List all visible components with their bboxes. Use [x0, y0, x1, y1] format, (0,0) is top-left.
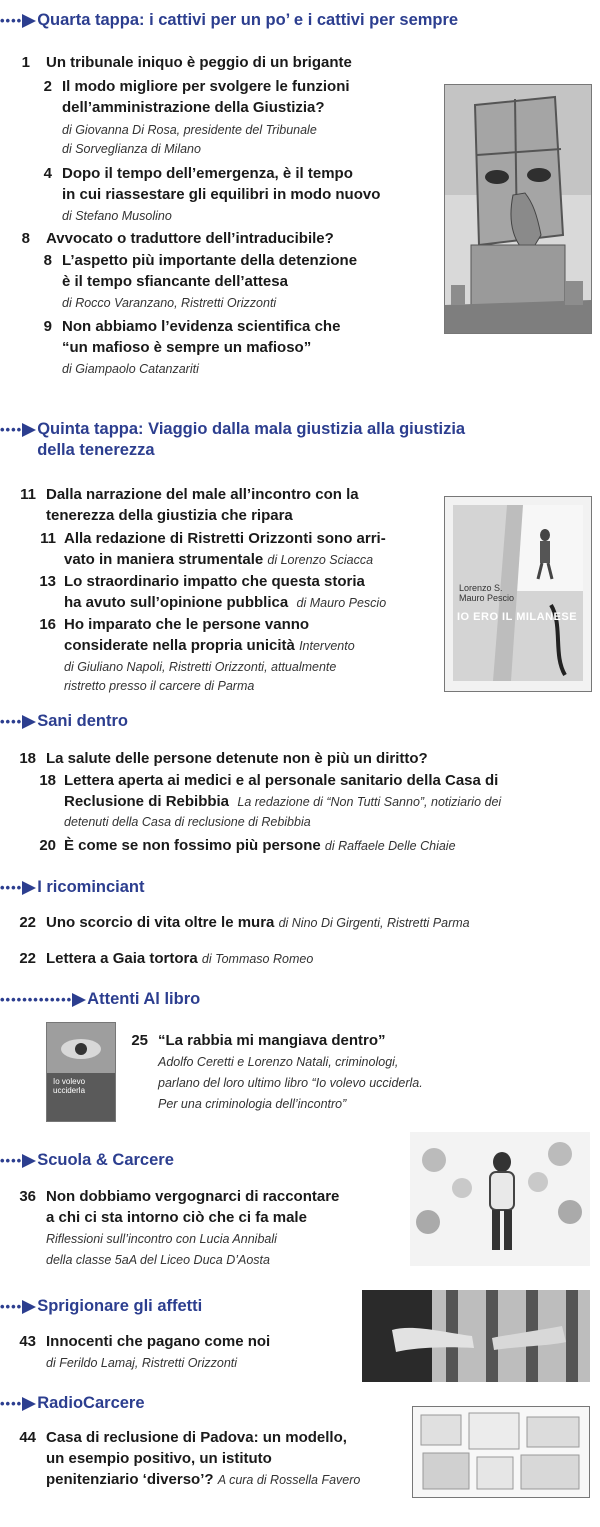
entry-title: Dalla narrazione del male all’incontro con la	[46, 486, 359, 503]
page-number: 2	[43, 78, 52, 95]
entry-title: un esempio positivo, un istituto	[46, 1450, 272, 1467]
arrow-icon	[22, 715, 36, 729]
dots-decoration: ••••	[0, 880, 23, 895]
entry-author: ristretto presso il carcere di Parma	[64, 679, 255, 693]
entry-title	[64, 791, 501, 813]
arrow-icon	[22, 1154, 36, 1168]
section-header-ricomincianti	[0, 877, 145, 899]
entry-author: Per una criminologia dell’incontro”	[158, 1097, 347, 1111]
page-number: 22	[19, 950, 36, 967]
dots-decoration: ••••	[0, 1299, 23, 1314]
arrow-icon	[72, 993, 86, 1007]
section-header-quarta	[0, 10, 458, 32]
section-title: Attenti Al libro	[87, 990, 201, 1008]
section-header-sani	[0, 711, 128, 733]
entry-title: Un tribunale iniquo è peggio di un brigante	[46, 54, 352, 71]
entry-author: di Raffaele Delle Chiaie	[324, 839, 456, 853]
dots-decoration: ••••	[0, 422, 23, 437]
section-title: Sani dentro	[37, 712, 128, 730]
page-number: 18	[19, 750, 36, 767]
section-header-quinta	[0, 419, 465, 461]
page-number: 8	[21, 230, 30, 247]
face-eye-graphic	[47, 1023, 115, 1121]
entry-title: Dopo il tempo dell’emergenza, è il tempo	[62, 165, 353, 182]
entry-author: A cura di Rossella Favero	[217, 1473, 361, 1487]
dots-decoration: ••••	[0, 1396, 23, 1411]
entry-title: L’aspetto più importante della detenzione	[62, 252, 358, 269]
entry-title: Casa di reclusione di Padova: un modello,	[46, 1429, 347, 1446]
entry-title: Alla redazione di Ristretti Orizzonti sono arri-	[64, 530, 386, 547]
entry-author: di Mauro Pescio	[296, 596, 387, 610]
arrow-icon	[22, 14, 36, 28]
book-title: IO ERO IL MILANESE	[457, 611, 578, 623]
entry-author: di Giovanna Di Rosa, presidente del Tribunale	[62, 123, 317, 137]
documents-image	[412, 1406, 590, 1498]
entry-title: dell’amministrazione della Giustizia?	[62, 99, 325, 116]
face-illustration-image	[444, 84, 592, 334]
entry-title-text: Lettera a Gaia tortora	[46, 950, 198, 967]
entry-author: di Ferildo Lamaj, Ristretti Orizzonti	[46, 1356, 238, 1370]
entry-author: detenuti della Casa di reclusione di Rebibbia	[64, 815, 311, 829]
page-number: 25	[131, 1032, 148, 1049]
book-cover-volevo-ucciderla	[46, 1022, 116, 1122]
entry-title	[64, 635, 355, 657]
entry-author: di Sorveglianza di Milano	[62, 142, 201, 156]
entry-title: Avvocato o traduttore dell’intraducibile?	[46, 230, 334, 247]
arrow-icon	[22, 1300, 36, 1314]
prison-bars-image	[362, 1290, 590, 1382]
page-number: 13	[39, 573, 56, 590]
section-title: Scuola & Carcere	[37, 1151, 174, 1169]
entry-title-text: considerate nella propria unicità	[64, 637, 295, 654]
entry-title	[46, 912, 470, 934]
entry-title	[64, 592, 386, 614]
arrow-icon	[22, 1397, 36, 1411]
entry-title: Non dobbiamo vergognarci di raccontare	[46, 1188, 340, 1205]
arrow-icon	[22, 423, 36, 437]
entry-title	[46, 1469, 360, 1491]
entry-title: “La rabbia mi mangiava dentro”	[158, 1032, 386, 1049]
book-cover-art	[453, 505, 583, 681]
entry-title-text: penitenziario ‘diverso’?	[46, 1471, 214, 1488]
dots-decoration: ••••	[0, 13, 23, 28]
page-number: 16	[39, 616, 56, 633]
entry-author: Riflessioni sull’incontro con Lucia Annibali	[46, 1232, 277, 1246]
page-number: 20	[39, 837, 56, 854]
section-title: Quinta tappa: Viaggio dalla mala giustizia alla giustizia	[37, 420, 466, 438]
entry-title-text: Uno scorcio di vita oltre le mura	[46, 914, 275, 931]
entry-title: La salute delle persone detenute non è più un diritto?	[46, 750, 428, 767]
entry-author: La redazione di “Non Tutti Sanno”, notiziario dei	[237, 795, 502, 809]
dots-decoration: ••••	[0, 1153, 23, 1168]
entry-title: Lo straordinario impatto che questa storia	[64, 573, 365, 590]
entry-title-text: vato in maniera strumentale	[64, 551, 264, 568]
entry-title: Innocenti che pagano come noi	[46, 1333, 271, 1350]
entry-author: di Tommaso Romeo	[201, 952, 314, 966]
book-title: Io volevo ucciderla	[53, 1077, 86, 1095]
page-number: 8	[43, 252, 52, 269]
dots-decoration: ••••	[0, 714, 23, 729]
section-title: della tenerezza	[37, 441, 155, 459]
book-author: Lorenzo S. Mauro Pescio	[459, 583, 515, 603]
page-number: 4	[43, 165, 52, 182]
entry-author: di Giampaolo Catanzariti	[62, 362, 199, 376]
page-number: 11	[20, 486, 36, 503]
entry-author: Adolfo Ceretti e Lorenzo Natali, criminologi,	[158, 1055, 399, 1069]
entry-title: è il tempo sfiancante dell’attesa	[62, 273, 288, 290]
entry-title: Non abbiamo l’evidenza scientifica che	[62, 318, 341, 335]
section-title: Sprigionare gli affetti	[37, 1297, 203, 1315]
section-header-scuola	[0, 1150, 174, 1172]
section-header-sprigionare	[0, 1296, 202, 1318]
entry-title: in cui riassestare gli equilibri in modo nuovo	[62, 186, 381, 203]
entry-author: di Lorenzo Sciacca	[267, 553, 374, 567]
entry-title: a chi ci sta intorno ciò che ci fa male	[46, 1209, 307, 1226]
entry-author: di Nino Di Girgenti, Ristretti Parma	[278, 916, 470, 930]
entry-title	[46, 948, 313, 970]
entry-author: Intervento	[299, 639, 355, 653]
book-cover-milanese	[444, 496, 592, 692]
entry-title: “un mafioso è sempre un mafioso”	[62, 339, 312, 356]
entry-title-text: Reclusione di Rebibbia	[64, 793, 230, 810]
section-header-radio	[0, 1393, 145, 1415]
entry-author: parlano del loro ultimo libro “Io volevo ucciderla.	[158, 1076, 423, 1090]
section-title: RadioCarcere	[37, 1394, 145, 1412]
dots-decoration: •••••••••••••	[0, 992, 73, 1007]
entry-title-text: ha avuto sull’opinione pubblica	[64, 594, 289, 611]
entry-title-text: È come se non fossimo più persone	[64, 837, 321, 854]
entry-title: Lettera aperta ai medici e al personale sanitario della Casa di	[64, 772, 499, 789]
section-title: Quarta tappa: i cattivi per un po’ e i cattivi per sempre	[37, 11, 459, 29]
section-header-attenti	[0, 989, 200, 1011]
entry-title	[64, 549, 373, 571]
crowd-illustration-image	[410, 1132, 590, 1266]
page-number: 22	[19, 914, 36, 931]
entry-title: Ho imparato che le persone vanno	[64, 616, 310, 633]
section-title: I ricominciant	[37, 878, 145, 896]
entry-title: tenerezza della giustizia che ripara	[46, 507, 293, 524]
page-number: 1	[21, 54, 30, 71]
documents-graphic	[413, 1407, 589, 1497]
page-number: 9	[43, 318, 52, 335]
arrow-icon	[22, 881, 36, 895]
entry-title	[64, 835, 456, 857]
page-number: 18	[39, 772, 56, 789]
page-number: 36	[19, 1188, 36, 1205]
entry-author: di Stefano Musolino	[62, 209, 172, 223]
page-number: 11	[40, 530, 56, 547]
page-number: 43	[19, 1333, 36, 1350]
entry-author: di Rocco Varanzano, Ristretti Orizzonti	[62, 296, 277, 310]
crowd-illustration-graphic	[410, 1132, 590, 1266]
prison-bars-graphic	[362, 1290, 590, 1382]
face-illustration-graphic	[445, 85, 591, 333]
entry-author: della classe 5aA del Liceo Duca D’Aosta	[46, 1253, 270, 1267]
entry-author: di Giuliano Napoli, Ristretti Orizzonti, attualmente	[64, 660, 337, 674]
entry-title: Il modo migliore per svolgere le funzioni	[62, 78, 350, 95]
page-number: 44	[19, 1429, 36, 1446]
